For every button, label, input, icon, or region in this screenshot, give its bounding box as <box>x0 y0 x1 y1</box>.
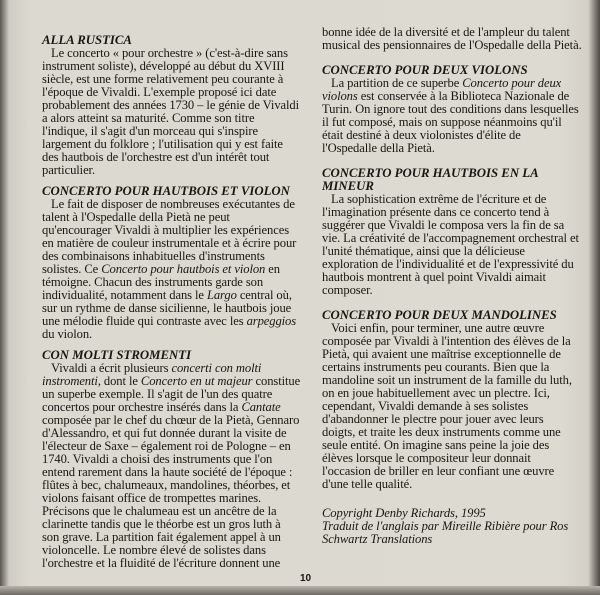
text-segment: l'occasion de briller en leur confiant une œuvre <box>322 464 555 478</box>
text-segment: l'unité thématique, ainsi que la délicieuse <box>322 244 525 258</box>
text-segment: en <box>265 262 280 276</box>
text-segment: bonne idée de la diversité et de l'ampleur du talent <box>322 25 570 39</box>
text-segment: constitue <box>252 374 301 388</box>
text-segment: composée par Vivaldi à l'intention des élèves de la <box>322 334 571 348</box>
text-segment: 1740. Vivaldi a choisi des instruments que l'on <box>42 452 273 466</box>
text-segment: vie. La créativité de l'accompagnement orchestral et <box>322 231 579 245</box>
text-line <box>322 478 592 491</box>
text-segment: l'indique, il s'agit d'un morceau qui s'inspire <box>42 124 258 138</box>
text-segment: l'imagination présente dans ce concerto tend à <box>322 205 550 219</box>
section-heading <box>322 167 592 193</box>
page-bottom-edge <box>0 586 600 595</box>
text-segment: particulier. <box>42 163 95 177</box>
text-segment: des combinaisons inhabituelles d'instruments <box>42 249 265 263</box>
paragraph <box>322 77 592 155</box>
text-line <box>42 557 312 570</box>
heading-line: ALLA RUSTICA <box>42 33 132 47</box>
text-segment: est conservée à la Biblioteca Nazionale de <box>357 89 570 103</box>
credits <box>322 507 592 546</box>
text-segment: central où, <box>236 288 292 302</box>
italic-title: Cantate <box>241 400 281 414</box>
text-segment: l'orchestre et la fluidité de l'écriture donnent une <box>42 556 281 570</box>
italic-title: concerti con molti <box>171 361 262 375</box>
text-segment: d'abandonner le plectre pour jouer avec leurs <box>322 412 544 426</box>
text-segment: d'Alessandro, et qui fut donnée durant la visite de <box>42 426 287 440</box>
heading-line: CONCERTO POUR HAUTBOIS EN LA <box>322 166 539 180</box>
italic-title: instromenti <box>42 374 98 388</box>
text-segment: l'électeur de Saxe – également roi de Pologne – en <box>42 439 291 453</box>
heading-line: MINEUR <box>322 179 374 193</box>
text-segment: hautbois montrent à quel point Vivaldi aimait <box>322 270 546 284</box>
paragraph <box>42 362 312 570</box>
text-segment: Le fait de disposer de nombreuses exécutantes de <box>51 197 295 211</box>
text-segment: largement du folklore ; l'utilisation qui y est faite <box>42 137 283 151</box>
text-segment: violoncelle. Le nombre élevé de solistes dans <box>42 543 266 557</box>
text-segment: instrument soliste), développé au début du XVIII <box>42 59 285 73</box>
text-segment: du violon. <box>42 327 93 341</box>
paragraph <box>42 47 312 177</box>
text-segment: La partition de ce superbe <box>331 76 463 90</box>
text-segment: mandoline soit un instrument de la famille du luth, <box>322 373 572 387</box>
text-line <box>42 164 312 177</box>
text-segment: solistes. Ce <box>42 262 102 276</box>
text-segment: entend rarement dans la haute société de l'époque : <box>42 465 293 479</box>
italic-title: Concerto pour hautbois et violon <box>101 262 266 276</box>
text-segment: talent à l'Ospedalle della Pietà ne peut <box>42 210 230 224</box>
text-segment: clarinette tandis que le théorbe est un gros luth à <box>42 517 281 531</box>
heading-line: CONCERTO POUR HAUTBOIS ET VIOLON <box>42 184 290 198</box>
text-line <box>322 533 592 546</box>
text-segment: témoigne. Chacun des instruments garde son <box>42 275 264 289</box>
text-segment: siècle, est une forme relativement peu courante à <box>42 72 284 86</box>
text-segment: a alors atteint sa maturité. Comme son titre <box>42 111 255 125</box>
left-column <box>42 26 312 570</box>
text-segment: La sophistication extrême de l'écriture et de <box>331 192 547 206</box>
text-segment: il fut composé, mais on suppose néanmoins qu'il <box>322 115 562 129</box>
text-segment: son grave. La partition fait également appel à un <box>42 530 281 544</box>
heading-line: CON MOLTI STROMENTI <box>42 348 192 362</box>
text-segment: composer. <box>322 283 373 297</box>
text-segment: d'une telle qualité. <box>322 477 413 491</box>
text-segment: doigts, et traite les deux instruments comme une <box>322 425 561 439</box>
paragraph <box>322 193 592 297</box>
text-segment: sur un rythme de danse sicilienne, le hautbois joue <box>42 301 292 315</box>
text-segment: composée par le chef du chœur de la Pietà, Gennaro <box>42 413 300 427</box>
text-segment: Voici enfin, pour terminer, une autre œuvre <box>331 321 545 335</box>
text-segment: Pietà, qui avaient une maîtrise exceptionnelle de <box>322 347 561 361</box>
heading-line: CONCERTO POUR DEUX VIOLONS <box>322 63 528 77</box>
italic-title: Largo <box>206 288 237 302</box>
paragraph <box>322 322 592 491</box>
italic-title: arpeggios <box>246 314 297 328</box>
italic-title: Concerto en ut majeur <box>140 374 253 388</box>
text-segment: individualité, notamment dans le <box>42 288 207 302</box>
text-segment: Traduit de l'anglais par Mireille Ribière pour Ros <box>322 519 569 533</box>
text-segment: on en joue habituellement avec un plectre. Ici, <box>322 386 550 400</box>
text-line <box>322 39 592 52</box>
text-segment: flûtes à bec, chalumeaux, mandolines, théorbes, et <box>42 478 291 492</box>
text-segment: en matière de couleur instrumentale et à écrire pour <box>42 236 297 250</box>
text-line <box>322 284 592 297</box>
text-segment: un superbe exemple. Il s'agit de l'un des quatre <box>42 387 273 401</box>
italic-title: violons <box>322 89 358 103</box>
italic-title: Concerto pour deux <box>462 76 562 90</box>
text-segment: violons faisant office de trompettes marines. <box>42 491 262 505</box>
text-segment: certains instruments peu courants. Bien que la <box>322 360 550 374</box>
text-segment: probablement des années 1730 – le génie de Vivaldi <box>42 98 300 112</box>
text-segment: cependant, Vivaldi demande à ses solistes <box>322 399 529 413</box>
paragraph <box>42 198 312 341</box>
paragraph <box>322 26 592 52</box>
right-column <box>322 26 592 546</box>
text-segment: suggérer que Vivaldi le composa vers la fin de sa <box>322 218 565 232</box>
text-segment: musical des pensionnaires de l'Ospedalle della Pietà. <box>322 38 582 52</box>
text-segment: concertos pour orchestre insérés dans la <box>42 400 242 414</box>
text-segment: Copyright Denby Richards, 1995 <box>322 506 486 520</box>
text-segment: Vivaldi a écrit plusieurs <box>51 361 172 375</box>
text-segment: Schwartz Translations <box>322 532 433 546</box>
text-segment: l'époque de Vivaldi. L'exemple proposé ici date <box>42 85 277 99</box>
text-segment: qu'encourager Vivaldi à multiplier les expériences <box>42 223 290 237</box>
text-segment: exploration de l'individualité et de l'expressivité du <box>322 257 574 271</box>
text-segment: l'Ospedalle della Pietà. <box>322 141 435 155</box>
text-line <box>322 142 592 155</box>
heading-line: CONCERTO POUR DEUX MANDOLINES <box>322 308 557 322</box>
text-segment: Turin. On ignore tout des conditions dans lesquelles <box>322 102 579 116</box>
text-segment: Le concerto « pour orchestre » (c'est-à-dire sans <box>51 46 288 60</box>
text-segment: élèves lorsque le compositeur leur donnait <box>322 451 531 465</box>
text-segment: une mélodie fluide qui contraste avec les <box>42 314 247 328</box>
text-segment: Précisons que le chalumeau est un ancêtre de la <box>42 504 277 518</box>
text-line <box>42 328 312 341</box>
page-number: 10 <box>300 573 312 584</box>
text-segment: seule entité. On imagine sans peine la joie des <box>322 438 550 452</box>
text-segment: était destiné à deux violonistes d'élite de <box>322 128 521 142</box>
text-segment: , dont le <box>97 374 141 388</box>
text-segment: des hautbois de l'orchestre est d'un intérêt tout <box>42 150 270 164</box>
